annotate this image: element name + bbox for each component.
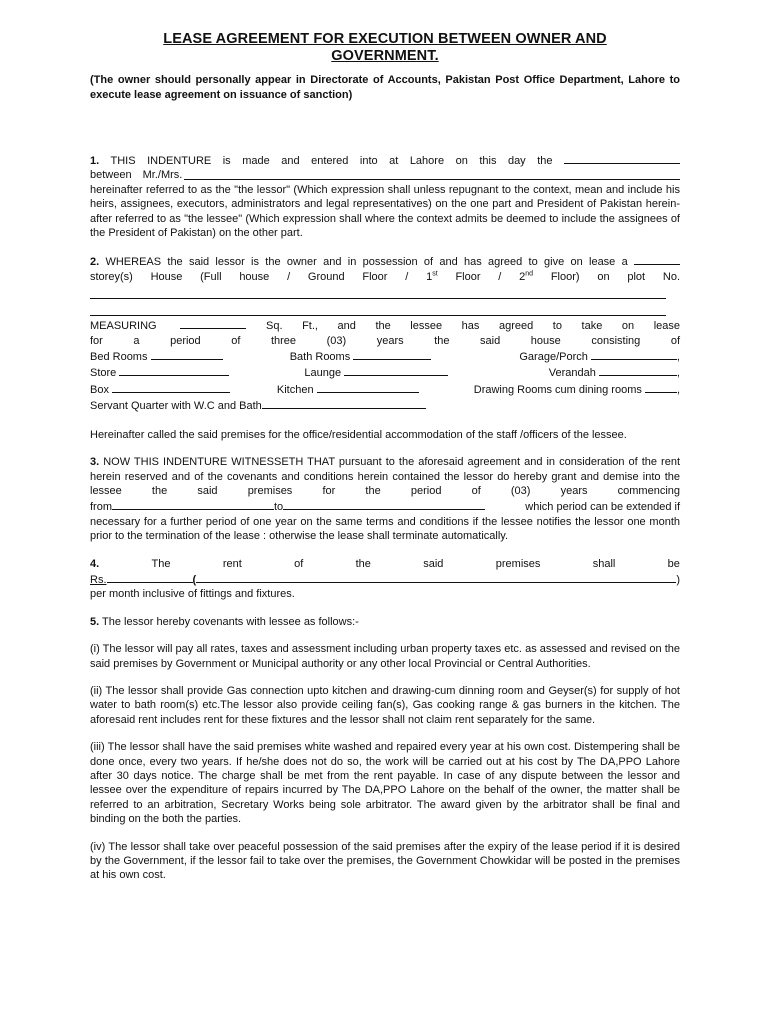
from-label: from (90, 501, 112, 514)
plot-address-field[interactable] (90, 301, 666, 316)
clause-5 (90, 615, 680, 629)
clause-1-between: between Mr./Mrs. (90, 169, 183, 182)
covenant-i: (i) The lessor will pay all rates, taxes and assessment including urban property taxes etc. as assessed and revised on the said premises by Government or Municipal authority or any other local Provincial or Central Authorities. (90, 643, 680, 670)
rent-amount-field[interactable] (107, 571, 193, 583)
store-field[interactable] (119, 364, 229, 376)
clause-3-line-1: NOW THIS INDENTURE WITNESSETH THAT pursuant to the aforesaid agreement and in consideration of the rent herein reserved and of the covenants and conditions herein contained the lessor do hereby grant and demise into the lessee the said premises for the period of (03) years commencing (90, 456, 680, 497)
drawing-label: Drawing Rooms cum dining rooms (473, 383, 642, 396)
rs-label: Rs. (90, 573, 107, 586)
kitchen-label: Kitchen (276, 383, 314, 396)
launge-field[interactable] (344, 364, 448, 376)
clause-2-line-1: WHEREAS the said lessor is the owner and in possession of and has agreed to give on lease a (105, 256, 628, 269)
clause-2-line-2: storey(s) House (Full house / Ground Floor / 1st Floor / 2nd Floor) on plot No. (90, 270, 680, 283)
period-line: for a period of three (03) years the said house consisting of (90, 334, 680, 347)
clause-1-body: hereinafter referred to as the "the lessor" (Which expression shall unless repugnant to the context, mean and include his heirs, assignees, executors, administrators and legal representatives) on the one part and President of Pakistan herein-after referred to as "the lessee" (Which expression shall where the context admits be deemed to include the assignees of the President of Pakistan) on the other part. (90, 183, 680, 240)
sqft-line: Sq. Ft., and the lessee has agreed to take on lease (266, 320, 680, 333)
clause-5-text: The lessor hereby covenants with lessee as follows:- (102, 615, 359, 628)
verandah-label: Verandah (548, 367, 596, 380)
covenant-iii: (iii) The lessor shall have the said premises white washed and repaired every year at his own cost. Distempering shall be done once, every two years. If he/she does not do so, the work will be carried out at his cost by The DA,PPO Lahore after 30 days notice. The charge shall be met from the rent payable. In case of any dispute between the lessor and lessee over the expenditure of repairs incurred by The DA,PPO Lahore on the behalf of the owner, the matter shall be referred to an arbitration, Secretary Works being sole arbitrator. The award given by the arbitrator shall be final and binding on the both the parties. (90, 741, 680, 826)
storeys-field[interactable] (634, 253, 680, 265)
from-date-field[interactable] (112, 498, 274, 510)
garage-field[interactable] (591, 348, 677, 360)
launge-label: Launge (304, 367, 342, 380)
to-label: to (274, 501, 284, 514)
lessor-name-field[interactable] (184, 168, 680, 180)
clause-2 (90, 253, 680, 316)
verandah-field[interactable] (599, 364, 677, 376)
clause-3-body: necessary for a further period of one year on the same terms and conditions if the lessee notifies the lessor one month prior to the termination of the lease : otherwise the lease shall terminate automatically. (90, 515, 680, 543)
clause-3-number: 3. (90, 456, 100, 469)
clause-4-line-1: 4. The rent of the said premises shall be (90, 557, 680, 570)
measuring-label: MEASURING (90, 320, 157, 333)
extension-text: which period can be extended if (525, 501, 680, 514)
plot-number-field[interactable] (90, 284, 666, 299)
servant-quarter-label: Servant Quarter with W.C and Bath (90, 400, 262, 413)
clause-5-number: 5. (90, 615, 100, 628)
store-label: Store (90, 367, 117, 380)
date-field[interactable] (564, 152, 680, 164)
clause-1-number: 1. (90, 155, 100, 167)
clause-4: 4. The rent of the said premises shall be Rs. ( ) per month inclusive of fittings and fixtures. (90, 557, 680, 601)
hereinafter-text: Hereinafter called the said premises for the office/residential accommodation of the staff /officers of the lessee. (90, 428, 627, 441)
title-line-1: LEASE AGREEMENT FOR EXECUTION BETWEEN OWNER AND (163, 31, 607, 47)
house-details: MEASURING Sq. Ft., and the lessee has agreed to take on lease for a period of three (03) years the said house consisting of Bed Rooms Bath Rooms Garage/Porch , Store Launge Verandah , Box Kitchen Drawing Rooms cum dining rooms , Servant Quarter with W.C and Bath (90, 317, 680, 413)
clause-4-number: 4. (90, 557, 100, 570)
garage-label: Garage/Porch (519, 351, 588, 364)
kitchen-field[interactable] (317, 381, 419, 393)
document-subtitle: (The owner should personally appear in Directorate of Accounts, Pakistan Post Office Department, Lahore to execute lease agreement on issuance of sanction) (90, 74, 680, 101)
covenant-ii: (ii) The lessor shall provide Gas connection upto kitchen and drawing-cum dinning room and Geyser(s) for supply of hot water to bath room(s) etc.The lessor also provide ceiling fan(s), Gas cooking range & gas burners in the kitchen. The aforesaid rent includes rent for these fixtures and the lessor shall not claim rent separately for the same. (90, 684, 680, 726)
box-label: Box (90, 383, 109, 396)
clause-1-line-1: THIS INDENTURE is made and entered into at Lahore on this day the (110, 155, 553, 167)
lease-document (90, 0, 680, 883)
document-title (90, 31, 680, 65)
clause-2-number: 2. (90, 256, 100, 269)
clause-4-body: per month inclusive of fittings and fixtures. (90, 588, 295, 601)
to-date-field[interactable] (283, 498, 485, 510)
area-field[interactable] (180, 317, 246, 329)
drawing-field[interactable] (645, 381, 677, 393)
clause-3 (90, 455, 680, 543)
bath-rooms-field[interactable] (353, 348, 431, 360)
rent-in-words-field[interactable] (196, 571, 676, 583)
box-field[interactable] (112, 381, 230, 393)
bath-rooms-label: Bath Rooms (289, 351, 351, 364)
bed-rooms-label: Bed Rooms (90, 351, 148, 364)
bed-rooms-field[interactable] (151, 348, 223, 360)
clause-1 (90, 152, 680, 240)
servant-quarter-field[interactable] (262, 397, 426, 409)
covenant-iv: (iv) The lessor shall take over peaceful possession of the said premises after the expiry of the lease period if it is desired by the Government, if the lessor fail to take over the premises, the Government Chowkidar will be posted in the premises at his own cost. (90, 840, 680, 882)
title-line-2: GOVERNMENT. (331, 48, 439, 64)
